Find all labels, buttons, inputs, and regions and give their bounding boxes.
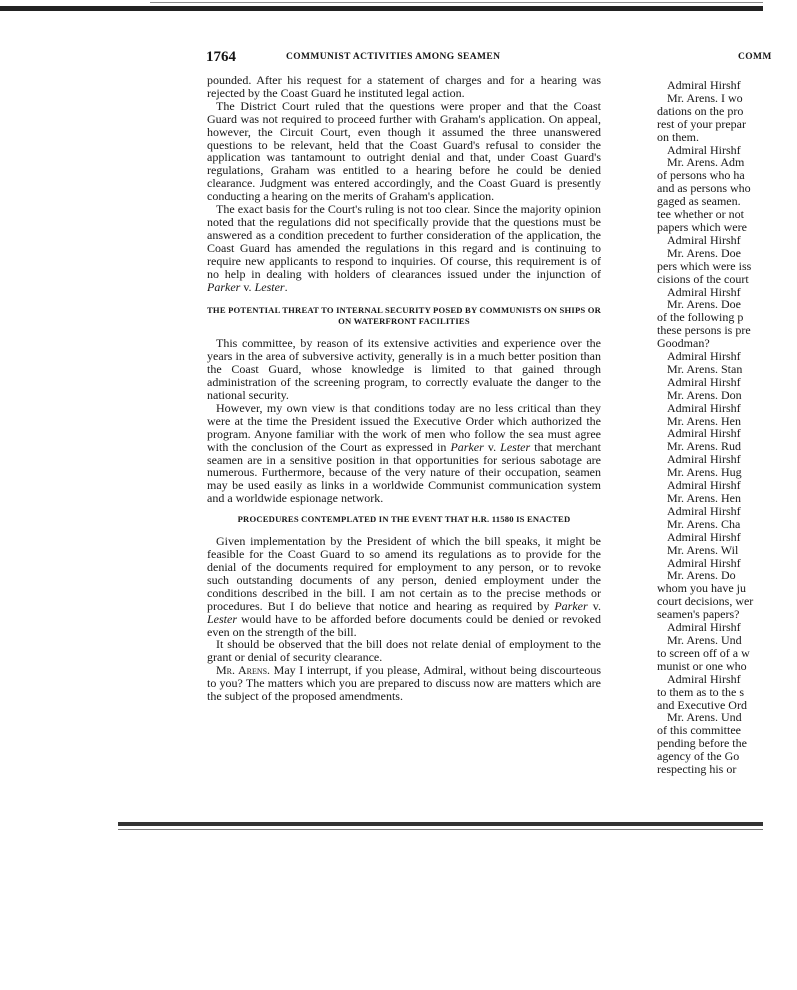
section-heading-threat: THE POTENTIAL THREAT TO INTERNAL SECURITY POSED BY COMMUNISTS ON SHIPS OR ON WATERFRONT FACILITIES xyxy=(207,305,602,327)
case-v: v. xyxy=(587,598,601,613)
case-name: Parker xyxy=(554,598,588,613)
paragraph-6 xyxy=(207,535,601,638)
right-column-line: Admiral Hirshf xyxy=(667,555,741,570)
right-column-line: Admiral Hirshf xyxy=(667,284,741,299)
paragraph-1: pounded. After his request for a statement of charges and for a hearing was rejected by the Coast Guard he instituted legal action. xyxy=(207,73,601,100)
page-number: 1764 xyxy=(206,49,236,65)
paragraph-7: It should be observed that the bill does not relate denial of employment to the grant or denial of security clearance. xyxy=(207,637,601,665)
paragraph-8 xyxy=(207,664,601,703)
right-column-line: respecting his or xyxy=(657,762,737,777)
right-column-line: gaged as seamen. xyxy=(657,194,741,209)
paragraph-5-text-2: that merchant seamen are in a sensitive position in that opportunities for serious sabotage are numerous. Furthermore, because of the very nature of their occupation, seamen may be used easily as links in a worldwide Communist communication system and a worldwide espionage network. xyxy=(207,439,601,506)
bottom-thin-rule xyxy=(118,829,763,830)
right-column-line: Admiral Hirshf xyxy=(667,503,741,518)
right-column-line: munist or one who xyxy=(657,658,747,673)
paragraph-5 xyxy=(207,402,601,505)
right-column-line: cisions of the court xyxy=(657,271,749,286)
right-column-line: Admiral Hirshf xyxy=(667,400,741,415)
speaker-name: Mr. Arens. xyxy=(216,663,271,678)
right-column-line: whom you have ju xyxy=(657,581,746,596)
right-column-line: Goodman? xyxy=(657,336,710,351)
paragraph-6-text-2: would have to be afforded before documents could be denied or revoked even on the strength of the bill. xyxy=(207,611,601,639)
right-column-line: these persons is pre xyxy=(657,323,751,338)
bottom-rule xyxy=(118,822,763,826)
paragraph-6-text: Given implementation by the President of which the bill speaks, it might be feasible for the Coast Guard to so amend its regulations as to provide for the denial of the documents required for employment to any person, or to revoke such outstanding documents of any person, denied employment under the conditions described in the bill. I am not certain as to the precise methods or procedures. But I do believe that notice and hearing as required by xyxy=(207,534,601,613)
case-name: Parker xyxy=(450,439,484,454)
paragraph-3-end: . xyxy=(284,279,288,294)
right-column-line: Admiral Hirshf xyxy=(667,671,741,686)
left-column xyxy=(207,74,601,703)
right-column-line: Mr. Arens. Cha xyxy=(667,516,741,531)
right-column-line: Admiral Hirshf xyxy=(667,478,741,493)
right-column-line: Mr. Arens. Rud xyxy=(667,439,742,454)
right-column-line: Mr. Arens. Und xyxy=(667,710,742,725)
paragraph-5-text: However, my own view is that conditions today are no less critical than they were at the time the President issued the Executive Order which authorized the program. Anyone familiar with the work of men who follow the sea must agree with the conclusion of the Court as expressed in xyxy=(207,400,601,454)
paragraph-3-text: The exact basis for the Court's ruling is not too clear. Since the majority opinion noted that the regulations did not specifically provide that the questions must be answered as a condition precedent to further consideration of the application, the Coast Guard has amended the regulations in this regard and is continuing to require new applicants to respond to inquiries. Of course, this requirement is of no help in dealing with holders of clearances issued under the injunction of xyxy=(207,202,601,281)
right-column-line: Mr. Arens. Hen xyxy=(667,413,741,428)
running-head: COMMUNIST ACTIVITIES AMONG SEAMEN xyxy=(286,52,501,62)
running-head-right-fragment: COMM xyxy=(738,52,772,62)
right-column-line: of this committee xyxy=(657,723,741,738)
right-column-line: Mr. Arens. Wil xyxy=(667,542,739,557)
right-column-line: and Executive Ord xyxy=(657,697,747,712)
right-column-line: court decisions, wer xyxy=(657,594,754,609)
case-name-2: Lester xyxy=(254,279,285,294)
right-column-line: tee whether or not xyxy=(657,207,744,222)
paragraph-3 xyxy=(207,203,601,293)
right-column-line: rest of your prepar xyxy=(657,116,746,131)
right-column-line: seamen's papers? xyxy=(657,607,740,622)
right-column-line: to them as to the s xyxy=(657,684,744,699)
case-name-2: Lester xyxy=(207,611,237,626)
right-column-line: Admiral Hirshf xyxy=(667,142,741,157)
right-column-line: pers which were iss xyxy=(657,258,752,273)
paragraph-4: This committee, by reason of its extensive activities and experience over the years in the area of subversive activity, generally is in a much better position than the Coast Guard, whose knowledge is limited to that gained through administration of the screening program, to correctly evaluate the danger to the national security. xyxy=(207,336,601,403)
right-column-line: Admiral Hirshf xyxy=(667,426,741,441)
right-column-line: Mr. Arens. Doe xyxy=(667,245,741,260)
right-column-line: dations on the pro xyxy=(657,103,744,118)
right-column-line: Mr. Arens. Hug xyxy=(667,465,742,480)
right-column-line: Mr. Arens. Stan xyxy=(667,361,743,376)
right-column-line: agency of the Go xyxy=(657,749,740,764)
case-name-2: Lester xyxy=(500,439,531,454)
right-column-line: papers which were xyxy=(657,219,747,234)
right-column-line: Mr. Arens. Hen xyxy=(667,491,741,505)
right-column-line: Mr. Arens. Doe xyxy=(667,297,741,312)
right-column xyxy=(657,79,797,776)
right-column-line: Mr. Arens. Don xyxy=(667,387,742,402)
case-v: v. xyxy=(483,439,501,454)
right-column-line: Admiral Hirshf xyxy=(667,78,741,92)
right-column-line: of the following p xyxy=(657,310,744,325)
right-column-line: Admiral Hirshf xyxy=(667,374,741,389)
right-column-line: and as persons who xyxy=(657,181,751,196)
right-column-line: Mr. Arens. Adm xyxy=(667,155,745,170)
case-name: Parker xyxy=(207,279,241,294)
top-thin-rule xyxy=(150,2,763,3)
right-column-line: Mr. Arens. Und xyxy=(667,632,742,647)
top-rule xyxy=(0,6,763,11)
right-column-line: Admiral Hirshf xyxy=(667,620,741,635)
right-column-line: of persons who ha xyxy=(657,168,745,183)
right-column-line: Admiral Hirshf xyxy=(667,452,741,467)
right-column-line: Mr. Arens. I wo xyxy=(667,90,743,105)
right-column-line: to screen off of a w xyxy=(657,645,750,660)
right-column-line: pending before the xyxy=(657,736,747,751)
right-column-clip xyxy=(655,74,763,777)
right-column-line: Admiral Hirshf xyxy=(667,349,741,364)
paragraph-2: The District Court ruled that the questions were proper and that the Coast Guard was not required to proceed further with Graham's application. On appeal, however, the Circuit Court, even though it assumed the three unanswered questions to be relevant, held that the Coast Guard's refusal to consider the application was tantamount to outright denial and that, under Coast Guard's regulations, Graham was entitled to a hearing before he could be denied clearance. Judgment was entered accordingly, and the Coast Guard is presently conducting a hearing on the merits of Graham's application. xyxy=(207,98,601,204)
paragraph-8-text: May I interrupt, if you please, Admiral, without being discourteous to you? The matters which you are prepared to discuss now are matters which are the subject of the proposed amendments. xyxy=(207,663,601,704)
right-column-line: Admiral Hirshf xyxy=(667,529,741,544)
section-heading-procedures: PROCEDURES CONTEMPLATED IN THE EVENT THAT H.R. 11580 IS ENACTED xyxy=(237,514,571,525)
right-column-line: on them. xyxy=(657,129,699,144)
right-column-line: Mr. Arens. Do xyxy=(667,568,736,583)
right-column-line: Admiral Hirshf xyxy=(667,232,741,247)
case-v: v. xyxy=(240,279,255,294)
